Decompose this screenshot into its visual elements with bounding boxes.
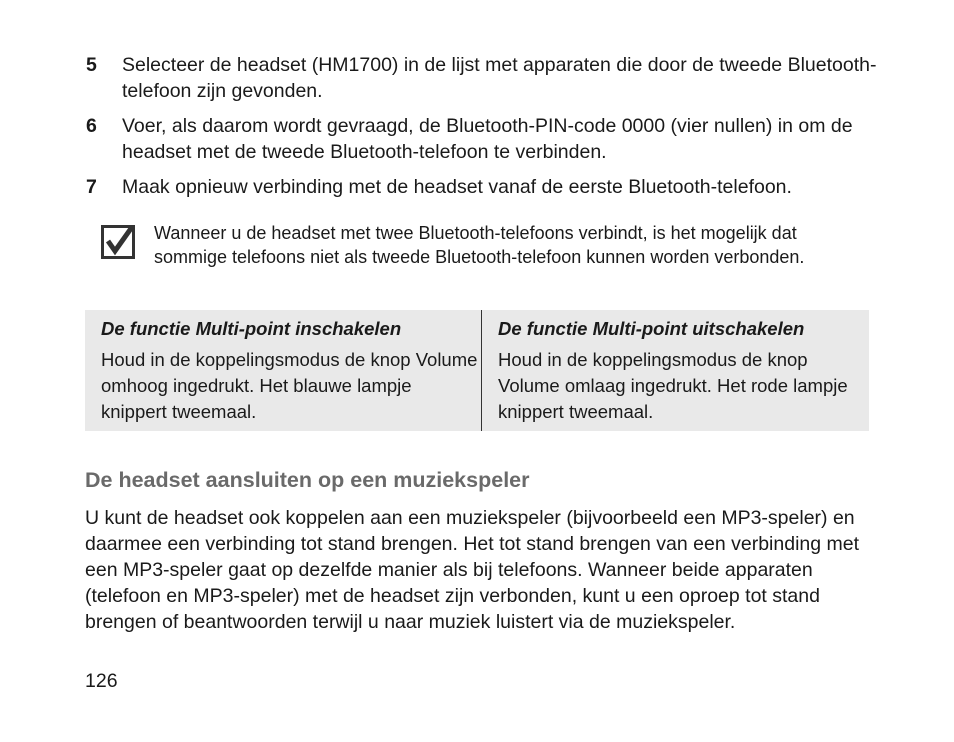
section-body: U kunt de headset ook koppelen aan een muziekspeler (bijvoorbeeld een MP3-speler) en daarmee een verbinding tot stand brengen. Het tot stand brengen van een verbinding met een MP3-speler gaat op dezelfde manier als bij telefoons. Wanneer beide apparaten (telefoon en MP3-speler) met de headset zijn verbonden, kunt u een oproep tot stand brengen of beantwoorden terwijl u naar muziek luistert via de muziekspeler. (85, 507, 860, 633)
table-column-enable (85, 310, 482, 431)
step-item (86, 174, 886, 200)
step-text: Maak opnieuw verbinding met de headset vanaf de eerste Bluetooth-telefoon. (122, 176, 792, 198)
section-title: De headset aansluiten op een muziekspeler (85, 468, 530, 492)
step-list (86, 52, 886, 209)
step-item (86, 52, 886, 104)
step-text: Selecteer de headset (HM1700) in de lijst met apparaten die door de tweede Bluetooth-telefoon zijn gevonden. (122, 54, 877, 102)
checkbox-check-icon (101, 225, 135, 259)
table-cell-disable: Houd in de koppelingsmodus de knop Volume omlaag ingedrukt. Het rode lampje knippert tweemaal. (498, 349, 848, 422)
step-number: 6 (86, 115, 97, 137)
step-number: 7 (86, 176, 97, 198)
table-header-disable: De functie Multi-point uitschakelen (498, 318, 805, 339)
step-item (86, 113, 886, 165)
note-text: Wanneer u de headset met twee Bluetooth-telefoons verbindt, is het mogelijk dat sommige telefoons niet als tweede Bluetooth-telefoon kunnen worden verbonden. (154, 223, 805, 267)
table-column-disable (482, 310, 869, 431)
step-text: Voer, als daarom wordt gevraagd, de Bluetooth-PIN-code 0000 (vier nullen) in om de headset met de tweede Bluetooth-telefoon te verbinden. (122, 115, 853, 163)
note-box (101, 221, 821, 269)
page-number: 126 (85, 670, 118, 692)
table-header-enable: De functie Multi-point inschakelen (101, 318, 402, 339)
multipoint-table (85, 310, 869, 431)
table-cell-enable: Houd in de koppelingsmodus de knop Volume omhoog ingedrukt. Het blauwe lampje knippert tweemaal. (101, 349, 478, 422)
step-number: 5 (86, 54, 97, 76)
